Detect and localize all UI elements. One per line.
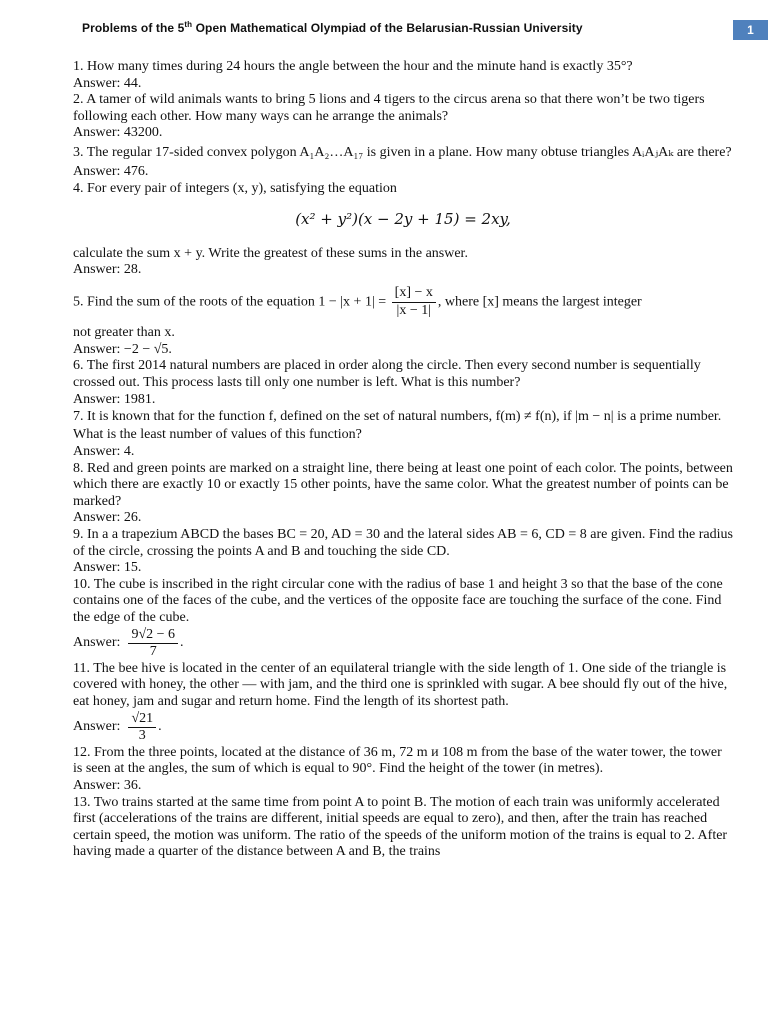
header-title-text-rest: Open Mathematical Olympiad of the Belarusian-Russian University bbox=[192, 21, 583, 35]
problem-5-fraction bbox=[392, 285, 436, 319]
problem-4-text-continued: calculate the sum x + y. Write the greatest of these sums in the answer. bbox=[73, 245, 468, 261]
problem-10-answer-label: Answer: bbox=[73, 635, 121, 651]
problem-10-answer: Answer: $\frac{9√2 - 6}{7}$ . bbox=[73, 626, 184, 660]
problem-5-fraction-numerator: [x] − x bbox=[392, 285, 436, 303]
problem-7-answer: Answer: 4. bbox=[73, 444, 135, 460]
problem-1-text: 1. How many times during 24 hours the angle between the hour and the minute hand is exactly 35°? bbox=[73, 59, 633, 74]
problem-10-answer-fraction bbox=[128, 627, 178, 661]
problem-4-answer: Answer: 28. bbox=[73, 262, 142, 278]
problem-1-answer: Answer: 44. bbox=[73, 75, 142, 91]
problem-3-answer: Answer: 476. bbox=[73, 163, 149, 179]
problem-11-answer-label: Answer: bbox=[73, 719, 121, 735]
problem-11-fraction-numerator: √21 bbox=[128, 711, 156, 729]
problem-11-fraction-denominator: 3 bbox=[138, 728, 146, 744]
problem-9-text: 9. In a a trapezium ABCD the bases BC = 20, AD = 30 and the lateral sides AB = 6, CD = 8 are given. Find the radius of the circle, crossing the points A and B and touching the side CD. bbox=[73, 527, 733, 559]
problem-4-text: 4. For every pair of integers (x, y), satisfying the equation bbox=[73, 180, 397, 196]
problem-2-answer: Answer: 43200. bbox=[73, 125, 163, 141]
problem-6-text: 6. The first 2014 natural numbers are placed in order along the circle. Then every second number is sequentially crossed out. This process lasts till only one number is left. What is this number? bbox=[73, 358, 701, 390]
header-title-text: Problems of the 5 bbox=[82, 21, 185, 35]
problem-11-text: 11. The bee hive is located in the center of an equilateral triangle with the side length of 1. One side of the triangle is covered with honey, the other — with jam, and the third one is sprinkled with sugar. A bee should fly out of the hive, eat honey, jam and sugar and return home. Find the length of its shortest path. bbox=[73, 660, 728, 709]
problem-5-text-start: 5. Find the sum of the roots of the equation 1 − |x + 1| = bbox=[73, 294, 387, 310]
problem-11-answer-fraction bbox=[128, 711, 156, 745]
problem-5-text bbox=[73, 285, 733, 319]
problem-4-equation: (x² + y²)(x − 2y + 15) = 2xy, bbox=[295, 210, 511, 229]
problem-5-text-continued: not greater than x. bbox=[73, 325, 175, 341]
problem-10-fraction-denominator: 7 bbox=[149, 644, 157, 660]
problem-8-text: 8. Red and green points are marked on a straight line, there being at least one point of each color. The points, between which there are exactly 10 or exactly 15 other points, have the same color. What the greatest number of points can be marked? bbox=[73, 460, 733, 509]
problem-12-text: 12. From the three points, located at the distance of 36 m, 72 m и 108 m from the base of the water tower, the tower is seen at the angles, the sum of which is equal to 90°. Find the height of the tower (in metres). bbox=[73, 744, 722, 777]
problem-13-text: 13. Two trains started at the same time from point A to point B. The motion of each train was uniformly accelerated first (accelerations of the trains are different, initial speeds are equal to zero), and then, after the train has reached certain speed, the motion was uniform. The ratio of the speeds of the uniform motion of the trains is equal to 2. After having made a quarter of the distance between A and B, the trains bbox=[73, 794, 728, 860]
problems-list bbox=[73, 59, 733, 861]
problem-12-answer: Answer: 36. bbox=[73, 777, 142, 793]
document-header-title bbox=[82, 20, 583, 35]
problem-3-text: 3. The regular 17-sided convex polygon A₁A₂…A₁₇ is given in a plane. How many obtuse triangles AᵢAⱼAₖ are there? bbox=[73, 144, 732, 160]
problem-6-answer: Answer: 1981. bbox=[73, 391, 156, 407]
problem-10-text: 10. The cube is inscribed in the right circular cone with the radius of base 1 and height 3 so that the base of the cone contains one of the faces of the cube, and the vertices of the opposite face are touching the surface of the cone. Find the edge of the cube. bbox=[73, 576, 723, 626]
problem-9-answer: Answer: 15. bbox=[73, 560, 142, 576]
problem-5-answer: Answer: −2 − √5. bbox=[73, 341, 172, 357]
problem-5-fraction-denominator: |x − 1| bbox=[396, 302, 432, 318]
problem-11-answer: Answer: $\frac{√21}{3}$ . bbox=[73, 710, 162, 744]
page-number-badge: 1 bbox=[733, 20, 768, 40]
problem-8-answer: Answer: 26. bbox=[73, 510, 142, 526]
problem-10-fraction-numerator: 9√2 − 6 bbox=[128, 627, 178, 645]
problem-2-text: 2. A tamer of wild animals wants to bring 5 lions and 4 tigers to the circus arena so that there won’t be two tigers following each other. How many ways can he arrange the animals? bbox=[73, 92, 705, 124]
problem-5-text-end: , where [x] means the largest integer bbox=[437, 294, 642, 310]
problem-7-text: 7. It is known that for the function f, defined on the set of natural numbers, f(m) ≠ f(n), if |m − n| is a prime number. What is the least number of values of this function? bbox=[73, 409, 722, 443]
header-title-superscript: th bbox=[184, 20, 193, 29]
